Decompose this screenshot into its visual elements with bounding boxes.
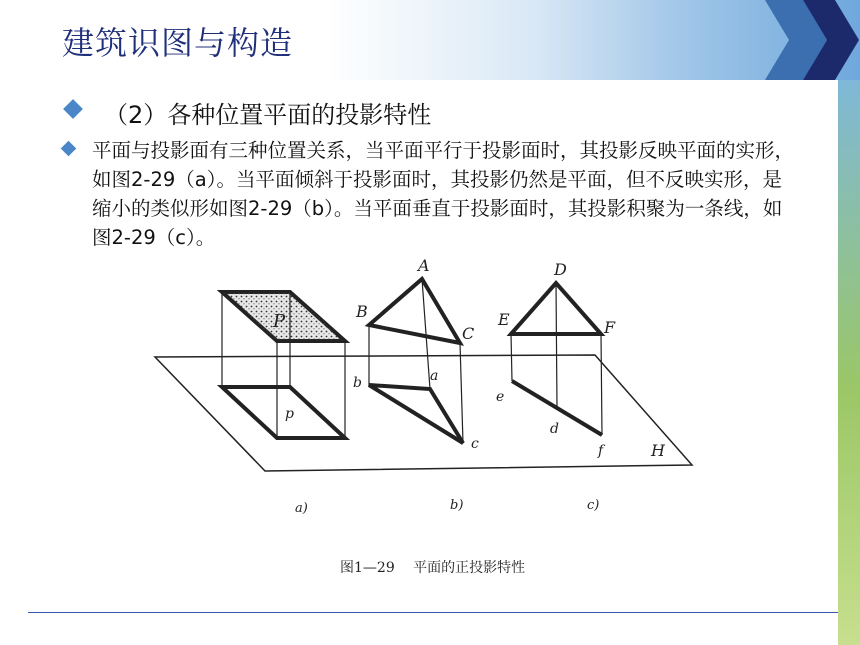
body-paragraph: 平面与投影面有三种位置关系，当平面平行于投影面时，其投影反映平面的实形，如图2-29（a）。当平面倾斜于投影面时，其投影仍然是平面，但不反映实形，是缩小的类似形如图2-29（b）。当平面垂直于投影面时，其投影积聚为一条线，如图2-29（c）。: [92, 139, 795, 249]
label-p: p: [285, 406, 294, 422]
label-H: H: [651, 441, 665, 460]
chevron-decoration-icon: [765, 0, 860, 80]
section-heading: （2）各种位置平面的投影特性: [104, 101, 432, 129]
side-decoration-bar: [838, 80, 860, 645]
label-f: f: [598, 443, 604, 459]
footer-divider: [28, 612, 838, 613]
label-d: d: [550, 421, 559, 437]
label-E: E: [498, 310, 510, 329]
slide-title: 建筑识图与构造: [62, 24, 294, 62]
label-A: A: [418, 256, 430, 275]
subcaption-c: c): [587, 498, 600, 513]
bullet-diamond-icon: [61, 141, 77, 157]
label-F: F: [604, 318, 616, 337]
label-D: D: [554, 260, 567, 279]
label-b: b: [353, 375, 362, 391]
projection-figure: [140, 255, 710, 525]
label-B: B: [356, 302, 368, 321]
label-a: a: [430, 368, 439, 384]
h-plane: [155, 355, 692, 471]
subcaption-a: a): [295, 501, 308, 516]
bullet-diamond-icon: [63, 99, 83, 119]
label-C: C: [462, 324, 475, 343]
label-e: e: [496, 389, 505, 405]
figure-c: [511, 283, 602, 435]
figure-caption: 图1—29 平面的正投影特性: [340, 560, 526, 576]
figure-b: [369, 279, 463, 443]
label-P: P: [273, 311, 286, 332]
label-c: c: [471, 436, 479, 452]
subcaption-b: b): [450, 498, 464, 513]
